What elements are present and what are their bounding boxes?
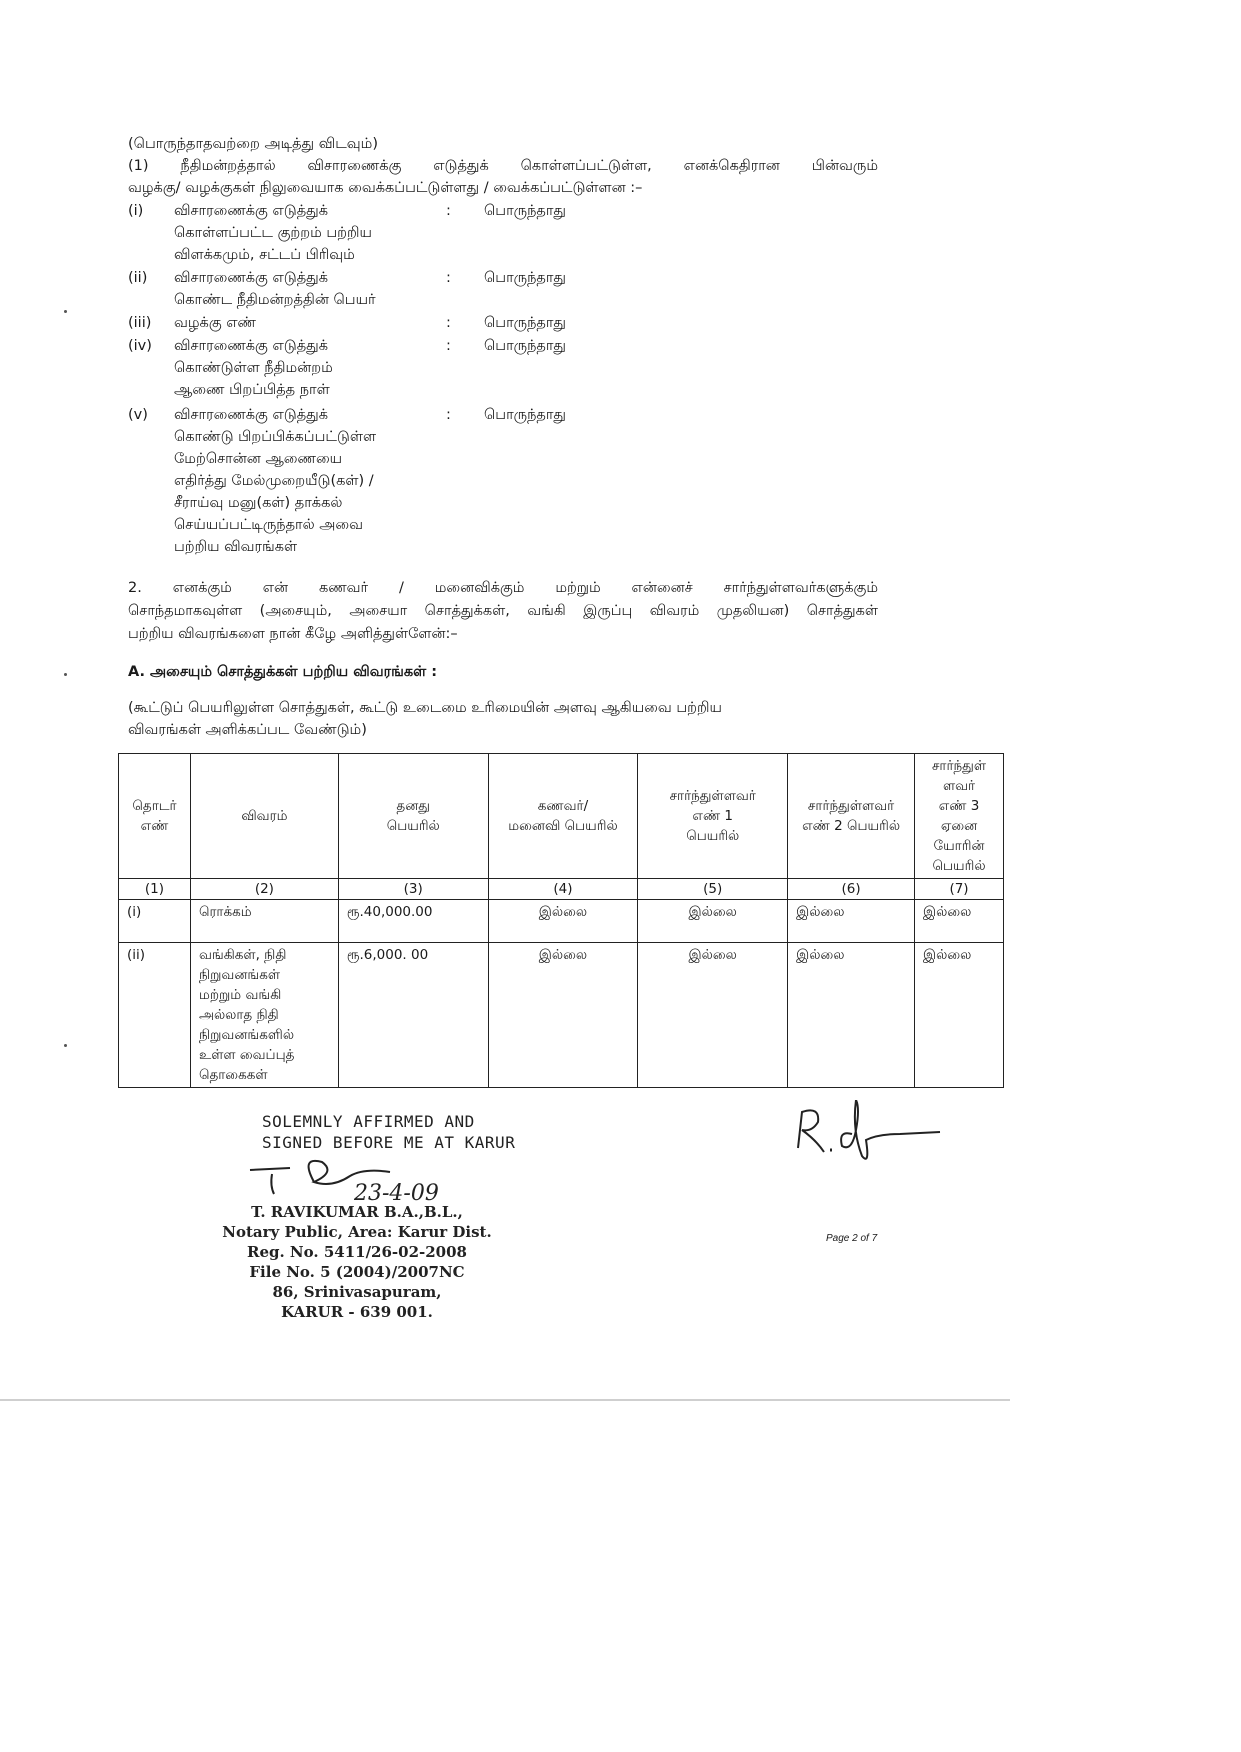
column-number: (3) <box>338 879 488 900</box>
column-number: (6) <box>788 879 915 900</box>
table-cell: ரூ.40,000.00 <box>338 900 488 943</box>
column-number-row <box>119 879 1004 900</box>
item-number: (i) <box>128 203 144 219</box>
item-label: விசாரணைக்கு எடுத்துக் கொண்டுள்ள நீதிமன்றம் ஆணை பிறப்பித்த நாள் <box>174 338 333 398</box>
item-value: பொருந்தாது <box>484 270 566 286</box>
item-colon: : <box>446 203 451 219</box>
scan-speck <box>64 673 67 676</box>
item-value: பொருந்தாது <box>484 203 566 219</box>
item-number: (iii) <box>128 315 152 331</box>
section-a-heading: A. அசையும் சொத்துக்கள் பற்றிய விவரங்கள் : <box>128 664 438 680</box>
column-header: தொடர் எண் <box>119 754 191 879</box>
table-cell: இல்லை <box>915 943 1004 1088</box>
para1-line2: வழக்கு/ வழக்குகள் நிலுவையாக வைக்கப்பட்டுள்ளது / வைக்கப்பட்டுள்ளன :– <box>128 180 643 196</box>
item-value: பொருந்தாது <box>484 338 566 354</box>
column-header: கணவர்/ மனைவி பெயரில் <box>488 754 638 879</box>
notary-name: T. RAVIKUMAR B.A.,B.L., <box>251 1203 463 1221</box>
column-number: (7) <box>915 879 1004 900</box>
notary-reg: Reg. No. 5411/26-02-2008 <box>246 1243 467 1261</box>
table-cell: வங்கிகள், நிதி நிறுவனங்கள் மற்றும் வங்கி அல்லாத நிதி நிறுவனங்களில் உள்ள வைப்புத் தொகைகள் <box>190 943 338 1088</box>
item-value: பொருந்தாது <box>484 315 566 331</box>
item-colon: : <box>446 315 451 331</box>
table-row <box>119 943 1004 1088</box>
table-cell: ரூ.6,000. 00 <box>338 943 488 1088</box>
para2-line1: 2. எனக்கும் என் கணவர் / மனைவிக்கும் மற்றும் என்னைச் சார்ந்துள்ளவர்களுக்கும் <box>128 580 878 596</box>
table-cell: (ii) <box>119 943 191 1088</box>
page-number: Page 2 of 7 <box>826 1233 878 1244</box>
column-number: (1) <box>119 879 191 900</box>
column-header: விவரம் <box>190 754 338 879</box>
scan-speck <box>64 1044 67 1047</box>
para2-line3: பற்றிய விவரங்களை நான் கீழே அளித்துள்ளேன்:– <box>128 626 458 642</box>
table-row <box>119 900 1004 943</box>
affirmation-stamp-line1: SOLEMNLY AFFIRMED AND <box>262 1112 475 1131</box>
scan-speck <box>64 310 67 313</box>
item-label: விசாரணைக்கு எடுத்துக் கொள்ளப்பட்ட குற்றம் பற்றிய விளக்கமும், சட்டப் பிரிவும் <box>174 203 372 263</box>
note-line2: விவரங்கள் அளிக்கப்பட வேண்டும்) <box>128 722 367 738</box>
note-line1: (கூட்டுப் பெயரிலுள்ள சொத்துகள், கூட்டு உடைமை உரிமையின் அளவு ஆகியவை பற்றிய <box>128 700 722 716</box>
instruction-text: (பொருந்தாதவற்றை அடித்து விடவும்) <box>128 136 378 152</box>
item-colon: : <box>446 407 451 423</box>
notary-address2: KARUR - 639 001. <box>281 1303 433 1321</box>
declarant-signature <box>790 1100 950 1170</box>
notary-seal <box>212 1202 502 1322</box>
table-header-row <box>119 754 1004 879</box>
item-label: விசாரணைக்கு எடுத்துக் கொண்டு பிறப்பிக்கப்பட்டுள்ள மேற்சொன்ன ஆணையை எதிர்த்து மேல்முறையீடு(கள்) / சீராய்வு மனு(கள்) தாக்கல் செய்யப்பட்டிருந்தால் அவை பற்றிய விவரங்கள் <box>174 407 377 555</box>
column-number: (4) <box>488 879 638 900</box>
handwritten-date: 23-4-09 <box>354 1181 439 1206</box>
column-number: (2) <box>190 879 338 900</box>
table-cell: இல்லை <box>915 900 1004 943</box>
table-cell: இல்லை <box>638 900 788 943</box>
item-value: பொருந்தாது <box>484 407 566 423</box>
item-colon: : <box>446 338 451 354</box>
table-cell: இல்லை <box>488 943 638 1088</box>
movable-assets-table <box>118 753 1004 1088</box>
affirmation-stamp-line2: SIGNED BEFORE ME AT KARUR <box>262 1133 516 1152</box>
table-cell: ரொக்கம் <box>190 900 338 943</box>
para2-line2: சொந்தமாகவுள்ள (அசையும், அசையா சொத்துக்கள், வங்கி இருப்பு விவரம் முதலியன) சொத்துகள் <box>128 603 878 619</box>
item-label: விசாரணைக்கு எடுத்துக் கொண்ட நீதிமன்றத்தின் பெயர் <box>174 270 376 308</box>
item-number: (ii) <box>128 270 148 286</box>
table-cell: இல்லை <box>788 943 915 1088</box>
item-label: வழக்கு எண் <box>174 315 256 331</box>
table-cell: இல்லை <box>488 900 638 943</box>
table-cell: (i) <box>119 900 191 943</box>
table-cell: இல்லை <box>638 943 788 1088</box>
notary-file: File No. 5 (2004)/2007NC <box>249 1263 465 1281</box>
column-header: சார்ந்துள்ளவர் எண் 1 பெயரில் <box>638 754 788 879</box>
scan-artifact-line <box>0 1399 1010 1401</box>
table-cell: இல்லை <box>788 900 915 943</box>
item-number: (iv) <box>128 338 152 354</box>
notary-address1: 86, Srinivasapuram, <box>272 1283 442 1301</box>
para1-line1: (1) நீதிமன்றத்தால் விசாரணைக்கு எடுத்துக் கொள்ளப்பட்டுள்ள, எனக்கெதிரான பின்வரும் <box>128 158 878 174</box>
item-colon: : <box>446 270 451 286</box>
item-number: (v) <box>128 407 148 423</box>
column-header: தனது பெயரில் <box>338 754 488 879</box>
column-number: (5) <box>638 879 788 900</box>
column-header: சார்ந்துள் ளவர் எண் 3 ஏனை யோரின் பெயரில் <box>915 754 1004 879</box>
notary-title: Notary Public, Area: Karur Dist. <box>222 1223 492 1241</box>
column-header: சார்ந்துள்ளவர் எண் 2 பெயரில் <box>788 754 915 879</box>
